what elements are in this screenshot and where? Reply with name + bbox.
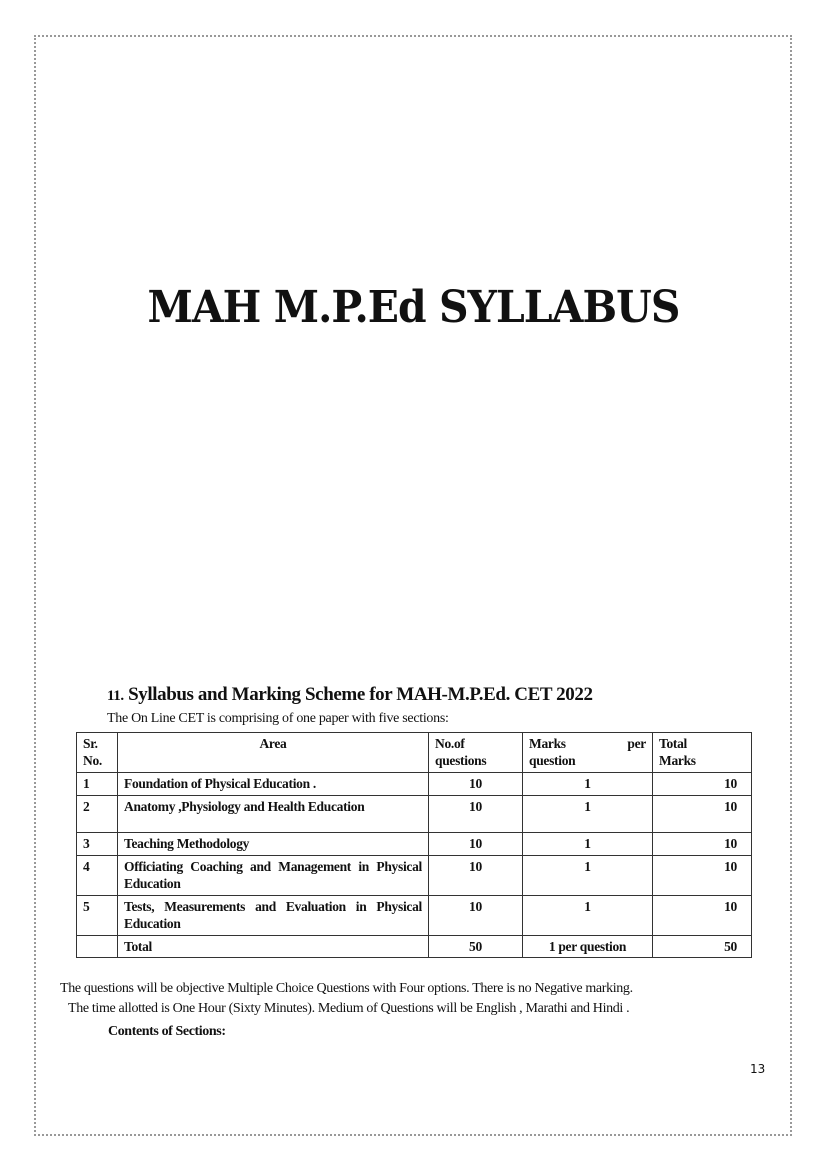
table-row [77,856,752,896]
section-heading [107,684,593,706]
cell-area: Officiating Coaching and Management in Physical Education [118,856,429,896]
page-border [34,35,792,1136]
cell-area: Teaching Methodology [118,833,429,856]
cell-area: Anatomy ,Physiology and Health Education [118,796,429,833]
section-heading-text: Syllabus and Marking Scheme for MAH-M.P.Ed. CET 2022 [128,684,593,705]
cell-questions: 10 [429,773,523,796]
section-intro: The On Line CET is comprising of one paper with five sections: [107,711,449,726]
cell-total: 10 [653,856,752,896]
section-number: 11. [107,688,124,704]
cell-total: 10 [653,773,752,796]
cell-marks: 1 [523,856,653,896]
cell-total: 10 [653,896,752,936]
cell-marks: 1 [523,833,653,856]
cell-sr: 4 [77,856,118,896]
header-sr: Sr. No. [77,733,118,773]
cell-questions: 10 [429,856,523,896]
cell-questions: 10 [429,896,523,936]
header-area: Area [118,733,429,773]
cell-marks: 1 [523,773,653,796]
paragraph-time-medium: The time allotted is One Hour (Sixty Minutes). Medium of Questions will be English , Marathi and Hindi . [68,1001,630,1016]
cell-sr: 5 [77,896,118,936]
cell-total: 10 [653,833,752,856]
cell-sr: 1 [77,773,118,796]
cell-questions: 10 [429,796,523,833]
paragraph-question-format: The questions will be objective Multiple Choice Questions with Four options. There is no Negative marking. [60,981,633,996]
page-number: 13 [750,1062,766,1076]
header-questions: No.of questions [429,733,523,773]
cell-questions: 10 [429,833,523,856]
table-row [77,896,752,936]
table-total-row [77,936,752,958]
table-row [77,773,752,796]
cell-marks: 1 [523,796,653,833]
cell-sr: 2 [77,796,118,833]
cell-area: Foundation of Physical Education . [118,773,429,796]
page-title: MAH M.P.Ed SYLLABUS [147,282,680,333]
table-row [77,833,752,856]
marking-scheme-table [76,732,752,958]
cell-total: 50 [653,936,752,958]
contents-heading: Contents of Sections: [108,1024,226,1039]
cell-sr: 3 [77,833,118,856]
table-row [77,796,752,833]
cell-area: Total [118,936,429,958]
header-total: Total Marks [653,733,752,773]
cell-total: 10 [653,796,752,833]
cell-area: Tests, Measurements and Evaluation in Physical Education [118,896,429,936]
table-header-row [77,733,752,773]
cell-marks: 1 per question [523,936,653,958]
cell-sr [77,936,118,958]
header-marks: Marks per question [523,733,653,773]
cell-marks: 1 [523,896,653,936]
cell-questions: 50 [429,936,523,958]
